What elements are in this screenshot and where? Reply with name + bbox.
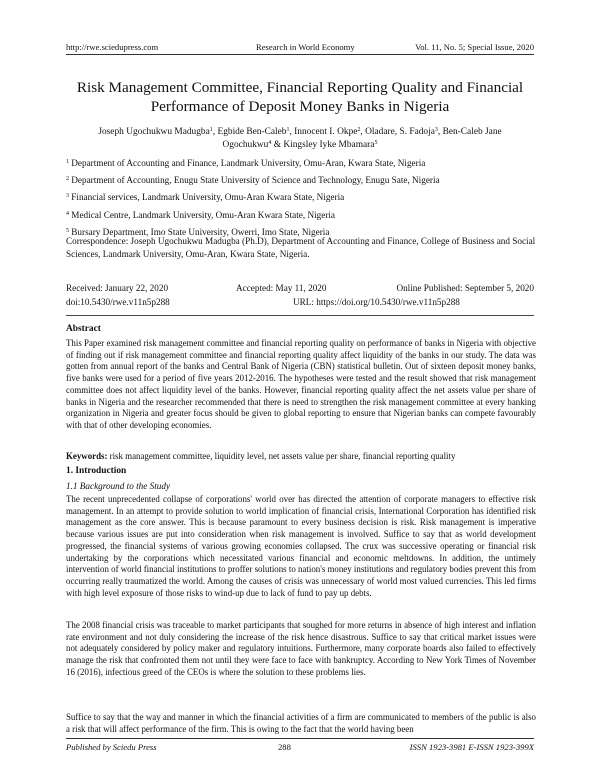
author-name: , Oladare, S. Fadoja <box>360 127 435 137</box>
author-sup: 2 <box>357 127 361 133</box>
author-sup: 3 <box>434 127 438 133</box>
author-name: Joseph Ugochukwu Madugba <box>98 127 210 137</box>
body-paragraph: The 2008 financial crisis was traceable to market participants that soughed for more returns in absence of high interest and inflation rate environment and not duly considering the increase of the risk hence disastrous. Suffice to say that critical market issues were not adequately considered by policy maker and regulatory intuitions. Furthermore, many corporate boards also failed to effectively manage the risk that confronted them not until they were face to face with bankruptcy. According to New York Times of November 16 (2016), infectious greed of the CEOs is where the solution to these problems lies. <box>66 620 536 677</box>
affiliation-item <box>66 155 544 172</box>
body-paragraph: The recent unprecedented collapse of corporations' world over has directed the attention of corporate managers to effective risk management. In an attempt to provide solution to world implication of financial crisis, International Corporation has identified risk management as the core answer. This is because paramount to every business decision is risk. Risk management is imperative because various issues are put into consideration when risk management is involved. Suffice to say that as world development progressed, the financial systems of various growing economies collapsed. The crux was successive operating or financial risk undertaking by the corporations which necessitated various financial and economic meltdowns. In addition, the untimely intervention of world financial institutions to proffer solutions to nation's money institutions and regulatory bodies prevent this from occurring really traumatized the world. Among the causes of crisis was unnecessary of world most valued currencies. This led firms with high level exposure of those risks to wind-up due to lack of fund to pay up debts. <box>66 494 536 598</box>
section-heading: 1. Introduction <box>66 466 127 476</box>
affiliation-text: Department of Accounting, Enugu State University of Science and Technology, Enugu Sate, Nigeria <box>69 175 440 186</box>
abstract-text: This Paper examined risk management committee and financial reporting quality on performance of banks in Nigeria with objective of finding out if risk management committee and financial reporting quality affect liquidity of the banks in our study. The data was gotten from annual report of the banks and Central Bank of Nigeria (CBN) statistical bulletin. Out of sixteen deposit money banks, five banks were used for a period of five years 2012-2016. The hypotheses were tested and the result showed that risk management committee does not affect liquidity level of the banks. However, financial reporting quality affect the net assets value per share of banks in Nigeria and the researcher recommended that there is need to strengthen the risk management committee at every banking organization in Nigeria and greater focus should be given to global reporting to ensure that Nigerian banks can compete favourably with that of other developing economies. <box>66 338 536 430</box>
author-name: & Kingsley Iyke Mbamara <box>271 140 375 151</box>
publisher: Published by Sciedu Press <box>66 742 157 752</box>
subsection-heading: 1.1 Background to the Study <box>66 481 171 491</box>
affiliation-text: Bursary Department, Imo State University, Owerri, Imo State, Nigeria <box>69 226 330 237</box>
affiliation-text: Department of Accounting and Finance, Landmark University, Omu-Aran, Kwara State, Nigeria <box>69 158 426 168</box>
affiliation-num: 2 <box>66 176 69 183</box>
affiliation-num: 1 <box>66 159 69 165</box>
paper-title <box>60 78 540 116</box>
running-header <box>66 42 534 55</box>
keywords-label: Keywords: <box>66 451 108 461</box>
affiliation-num: 5 <box>66 227 69 234</box>
body-paragraph: Suffice to say that the way and manner in which the financial activities of a firm are communicated to members of the public is also a risk that will affect performance of the firm. This is owing to the fact that the world having been <box>66 712 536 734</box>
author-name: Ogochukwu <box>222 140 269 151</box>
published-date: Online Published: September 5, 2020 <box>396 283 534 293</box>
author-sup: 4 <box>268 140 272 147</box>
journal-url[interactable]: http://rwe.sciedupress.com <box>66 42 159 52</box>
title-line-2: Performance of Deposit Money Banks in Nigeria <box>150 98 450 115</box>
keywords-text: risk management committee, liquidity level, net assets value per share, financial reporting quality <box>107 451 456 461</box>
author-name: , Ben-Caleb Jane <box>437 127 502 137</box>
author-sup: 5 <box>374 140 378 147</box>
author-list <box>66 126 534 153</box>
title-line-1: Risk Management Committee, Financial Reporting Quality and Financial <box>76 79 524 96</box>
affiliation-text: Medical Centre, Landmark University, Omu-Aran Kwara State, Nigeria <box>69 209 336 220</box>
affiliation-text: Financial services, Landmark University, Omu-Aran Kwara State, Nigeria <box>69 192 345 203</box>
author-name: , Egbide Ben-Caleb <box>212 127 287 137</box>
volume-info: Vol. 11, No. 5; Special Issue, 2020 <box>415 42 534 52</box>
journal-name: Research in World Economy <box>256 42 355 52</box>
affiliation-num: 3 <box>66 193 69 200</box>
page-number: 288 <box>278 742 291 752</box>
divider <box>66 315 534 316</box>
received-date: Received: January 22, 2020 <box>66 283 169 293</box>
affiliations <box>66 155 544 241</box>
author-sup: 1 <box>286 127 290 133</box>
running-footer <box>66 738 534 754</box>
author-name: , Innocent I. Okpe <box>289 127 358 137</box>
doi-url[interactable]: URL: https://doi.org/10.5430/rwe.v11n5p288 <box>293 297 460 307</box>
correspondence: Correspondence: Joseph Ugochukwu Madugba (Ph.D), Department of Accounting and Finance, College of Business and Social Sciences, Landmark University, Omu-Aran, Kwara State, Nigeria. <box>66 236 536 260</box>
issn: ISSN 1923-3981 E-ISSN 1923-399X <box>409 742 534 752</box>
affiliation-item <box>66 172 544 189</box>
affiliation-num: 4 <box>66 210 69 217</box>
author-sup: 1 <box>209 127 213 133</box>
affiliation-item <box>66 207 544 224</box>
accepted-date: Accepted: May 11, 2020 <box>236 283 327 293</box>
keywords <box>66 451 536 461</box>
affiliation-item <box>66 189 544 206</box>
abstract-heading: Abstract <box>66 324 101 334</box>
doi[interactable]: doi:10.5430/rwe.v11n5p288 <box>66 297 170 307</box>
